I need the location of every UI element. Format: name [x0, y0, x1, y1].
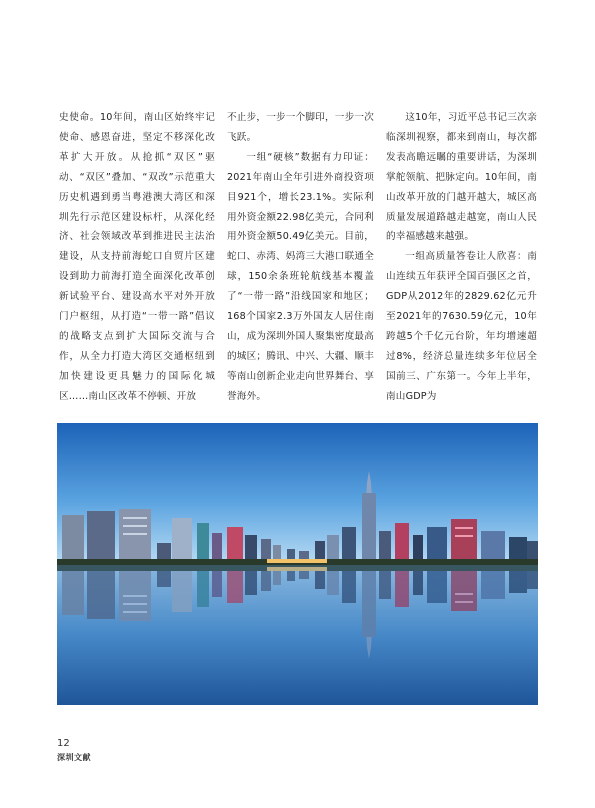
magazine-logo: 深圳文献 [57, 753, 91, 762]
article-column-1 [59, 108, 215, 407]
article-column-3 [386, 108, 537, 407]
paragraph: 史使命。10年间，南山区始终牢记使命、感恩奋进，坚定不移深化改革扩大开放。从抢抓“双区”驱动、“双区”叠加、“双改”示范重大历史机遇到勇当粤港澳大湾区和深圳先行示范区建设标杆，从深化经济、社会领域改革到推进民主法治建设，从支持前海蛇口自贸片区建设到助力前海打造全面深化改革创新试验平台、建设高水平对外开放门户枢纽，从打造“一带一路”倡议的战略支点到扩大国际交流与合作，从全力打造大湾区交通枢纽到加快建设更具魅力的国际化城区……南山区改革不停顿、开放 [59, 112, 215, 402]
paragraph: 一组“硬核”数据有力印证：2021年南山全年引进外商投资项目921个，增长23.1%。实际利用外资金额22.98亿美元，合同利用外资金额50.49亿美元。目前，蛇口、赤湾、妈湾三大港口联通全球，150余条班轮航线基本覆盖了“一带一路”沿线国家和地区；168个国家2.3万外国友人居住南山，成为深圳外国人聚集密度最高的城区；腾讯、中兴、大疆、顺丰等南山创新企业走向世界舞台、享誉海外。 [227, 151, 374, 402]
paragraph: 不止步，一步一个脚印，一步一次飞跃。 [227, 112, 374, 143]
article-column-2 [227, 108, 374, 407]
paragraph: 一组高质量答卷让人欣喜：南山连续五年获评全国百强区之首，GDP从2012年的2829.62亿元升至2021年的7630.59亿元，10年跨越5个千亿元台阶，年均增速超过8%，经济总量连续多年位居全国前三、广东第一。今年上半年，南山GDP为 [386, 251, 537, 402]
paragraph: 这10年，习近平总书记三次亲临深圳视察，都来到南山，每次都发表高瞻远瞩的重要讲话，为深圳掌舵领航、把脉定向。10年间，南山改革开放的门越开越大，城区高质量发展道路越走越宽，南山人民的幸福感越来越强。 [386, 112, 537, 243]
page-number: 12 [57, 738, 70, 749]
skyline-photo [57, 423, 538, 705]
